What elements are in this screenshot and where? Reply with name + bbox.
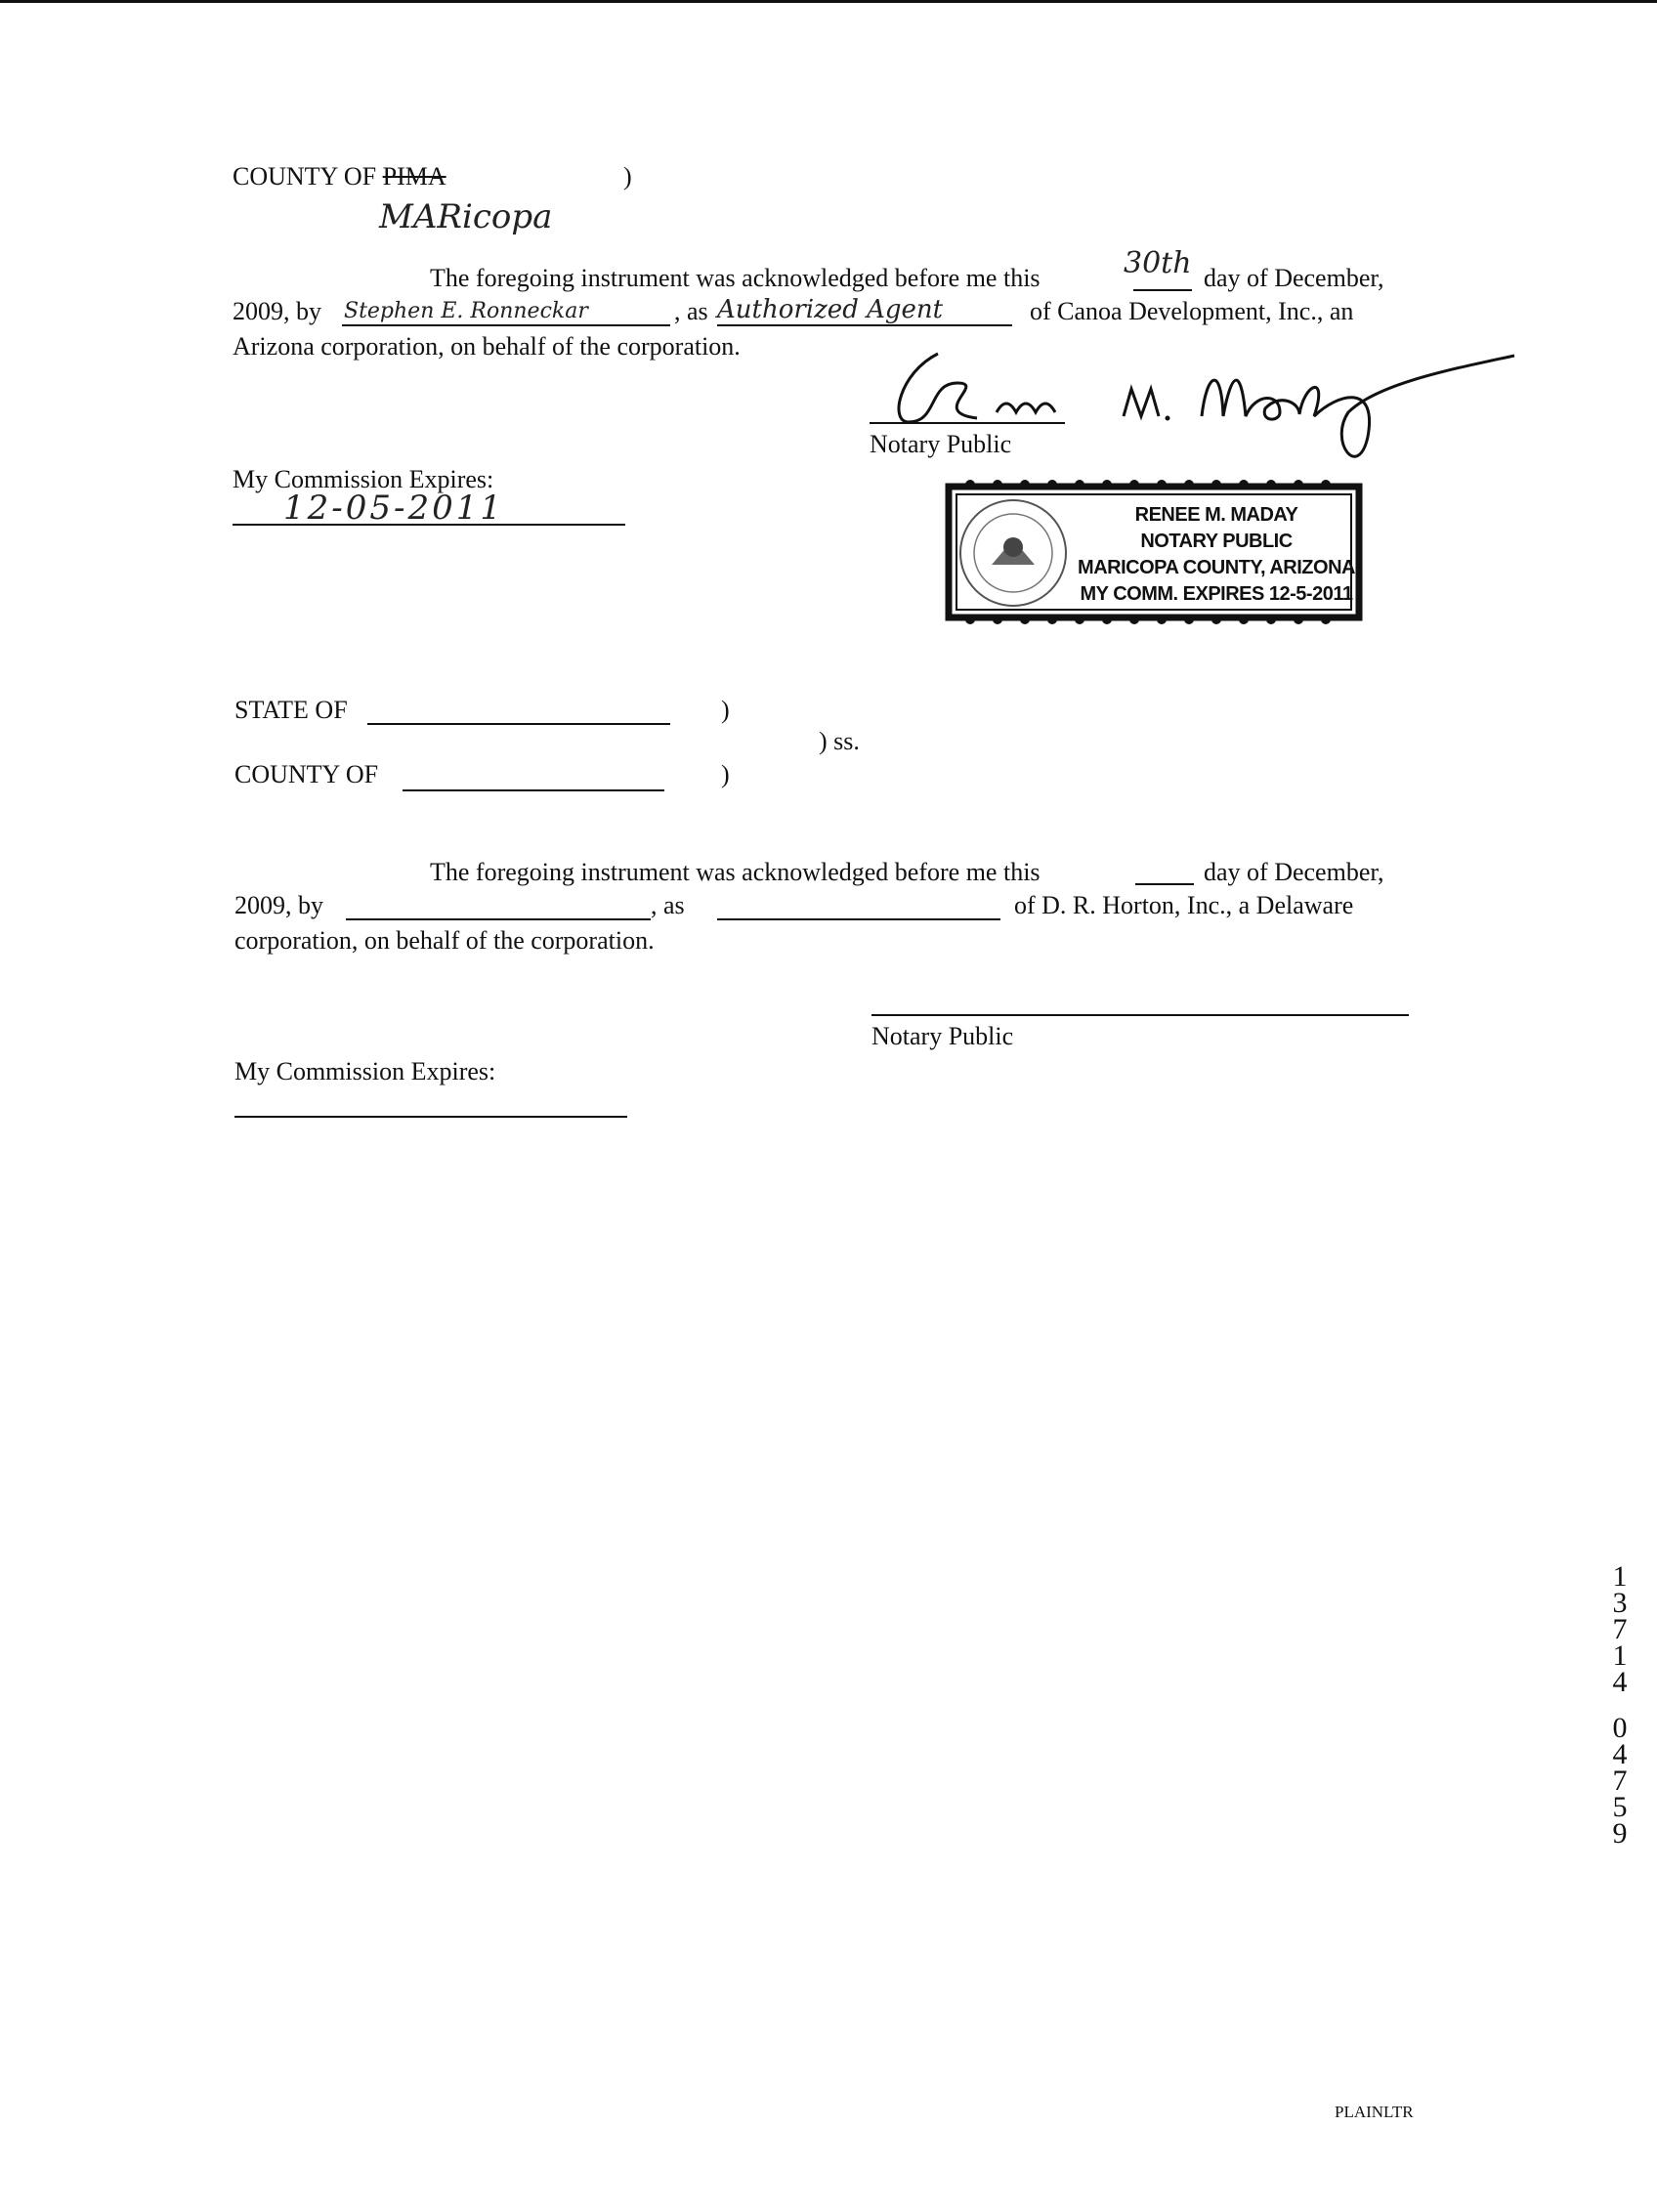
- recording-digit: 1: [1612, 1639, 1628, 1672]
- county-paren-2: ): [721, 760, 730, 788]
- footer-code: PLAINLTR: [1335, 2103, 1414, 2121]
- ack2-line1-start: The foregoing instrument was acknowledged before me this: [430, 858, 1041, 886]
- signer-handwritten: Stephen E. Ronneckar: [344, 299, 588, 323]
- ack1-line2-as: , as: [674, 297, 708, 325]
- notary-signature-line-2[interactable]: [871, 1014, 1409, 1016]
- commission-label-1: My Commission Expires:: [233, 465, 494, 493]
- stamp-line-4: MY COMM. EXPIRES 12-5-2011: [1080, 583, 1353, 605]
- recording-digit: 4: [1612, 1666, 1628, 1698]
- recording-digit: 0: [1612, 1712, 1628, 1744]
- scan-top-edge: [0, 0, 1657, 3]
- county-label-text: COUNTY OF: [233, 162, 377, 191]
- state-label: STATE OF: [234, 696, 348, 724]
- ack1-line2-by: 2009, by: [233, 297, 321, 325]
- ack2-line3: corporation, on behalf of the corporation.: [234, 926, 655, 955]
- ack1-line2-end: of Canoa Development, Inc., an: [1030, 297, 1354, 325]
- recording-digit: 4: [1612, 1738, 1628, 1770]
- recording-digit: 9: [1612, 1817, 1628, 1850]
- recording-digit: 3: [1612, 1587, 1628, 1619]
- recording-digit: 5: [1612, 1791, 1628, 1823]
- day-line-1: [1133, 289, 1192, 291]
- commission-line-1: [233, 524, 625, 526]
- commission-label-2: My Commission Expires:: [234, 1057, 496, 1085]
- stamp-line-2: NOTARY PUBLIC: [1140, 531, 1293, 552]
- title-handwritten: Authorized Agent: [717, 295, 944, 324]
- notary-signature-line-1: [870, 422, 1065, 424]
- ack1-line1-start: The foregoing instrument was acknowledged before me this: [430, 264, 1041, 292]
- commission-line-2[interactable]: [234, 1116, 627, 1118]
- recording-digit: 1: [1612, 1560, 1628, 1593]
- notary-stamp: [941, 477, 1367, 627]
- recording-digit: 7: [1612, 1765, 1628, 1797]
- signer-line-2[interactable]: [346, 918, 651, 920]
- ack2-line2-as: , as: [651, 891, 685, 919]
- notary-label-2: Notary Public: [871, 1022, 1014, 1050]
- county-paren-1: ): [623, 162, 632, 191]
- day-line-2[interactable]: [1135, 883, 1194, 885]
- county-line-2[interactable]: [403, 789, 664, 791]
- commission-handwritten: 12-05-2011: [283, 489, 505, 528]
- title-line-1: [717, 324, 1012, 326]
- title-line-2[interactable]: [717, 918, 1000, 920]
- county-label-2: COUNTY OF: [234, 760, 379, 788]
- ack1-line3: Arizona corporation, on behalf of the corporation.: [233, 332, 741, 361]
- state-line[interactable]: [367, 723, 670, 725]
- recording-number: [1600, 1560, 1639, 1850]
- day-handwritten: 30th: [1124, 246, 1192, 280]
- recording-digit: 7: [1612, 1613, 1628, 1645]
- signer-line-1: [342, 324, 670, 326]
- stamp-line-1: RENEE M. MADAY: [1134, 504, 1298, 526]
- county-struck-text: PIMA: [382, 162, 446, 191]
- notary-label-1: Notary Public: [870, 430, 1012, 458]
- ack2-line1-end: day of December,: [1204, 858, 1384, 886]
- ack1-line1-end: day of December,: [1204, 264, 1384, 292]
- ack2-line2-end: of D. R. Horton, Inc., a Delaware: [1014, 891, 1354, 919]
- county-handwritten: MARicopa: [379, 197, 553, 236]
- state-paren: ): [721, 696, 730, 724]
- ss-label: ) ss.: [819, 727, 860, 755]
- ack2-line2-by: 2009, by: [234, 891, 323, 919]
- stamp-line-3: MARICOPA COUNTY, ARIZONA: [1078, 557, 1355, 578]
- county-label-1: [233, 160, 446, 193]
